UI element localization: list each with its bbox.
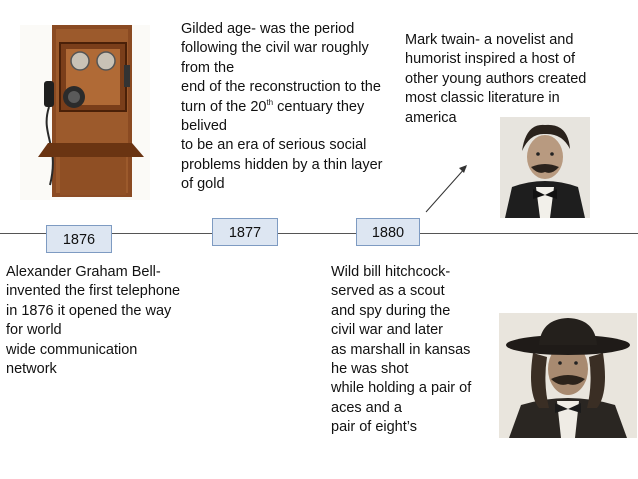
wild-bill-hickok-portrait: [499, 313, 637, 438]
mark-twain-portrait: [500, 117, 590, 218]
wild-bill-text: [331, 263, 471, 438]
year-1880-box: [356, 218, 420, 246]
bell-text: [6, 263, 180, 379]
gilded-line-5-a: turn of the 20: [181, 98, 267, 115]
hickok-line-5: as marshall in kansas: [331, 341, 471, 358]
gilded-line-9: of gold: [181, 176, 225, 193]
hickok-line-3: and spy during the: [331, 302, 451, 319]
year-1880-label: 1880: [371, 225, 405, 241]
hickok-line-9: pair of eight’s: [331, 419, 417, 436]
bell-line-4: for world: [6, 322, 62, 339]
arrow-icon: [420, 160, 472, 216]
hickok-line-7: while holding a pair of: [331, 380, 472, 397]
gilded-line-5-b: centuary they: [273, 98, 365, 115]
twain-line-1: Mark twain- a novelist and: [405, 32, 574, 48]
hickok-line-1: Wild bill hitchcock-: [331, 264, 451, 280]
gilded-line-3: from the: [181, 59, 235, 76]
gilded-line-4: end of the reconstruction to the: [181, 79, 381, 96]
year-1876-box: [46, 225, 112, 253]
year-1877-label: 1877: [228, 225, 262, 241]
gilded-line-7: to be an era of serious social: [181, 137, 367, 154]
hickok-line-2: served as a scout: [331, 283, 445, 300]
gilded-line-1: Gilded age- was the period: [181, 21, 355, 37]
year-1877-box: [212, 218, 278, 246]
gilded-line-2: following the civil war roughly: [181, 40, 369, 57]
hickok-line-8: aces and a: [331, 399, 402, 416]
gilded-age-text: [181, 20, 383, 195]
mark-twain-text: [405, 31, 586, 128]
bell-line-3: in 1876 it opened the way: [6, 302, 172, 319]
gilded-line-8: problems hidden by a thin layer: [181, 156, 383, 173]
bell-line-5: wide communication: [6, 341, 138, 358]
bell-line-6: network: [6, 361, 57, 378]
hickok-line-6: he was shot: [331, 361, 409, 378]
year-1876-label: 1876: [62, 232, 96, 248]
twain-line-3: other young authors created: [405, 70, 587, 87]
twain-line-5: america: [405, 109, 457, 126]
wall-telephone-image: [20, 25, 150, 200]
twain-line-4: most classic literature in: [405, 90, 560, 107]
gilded-line-5: [181, 98, 383, 117]
gilded-line-6: belived: [181, 118, 227, 135]
bell-line-2: invented the first telephone: [6, 283, 181, 300]
bell-line-1: Alexander Graham Bell-: [6, 264, 161, 280]
twain-line-2: humorist inspired a host of: [405, 51, 576, 68]
superscript-th: th: [266, 97, 274, 107]
hickok-line-4: civil war and later: [331, 322, 444, 339]
